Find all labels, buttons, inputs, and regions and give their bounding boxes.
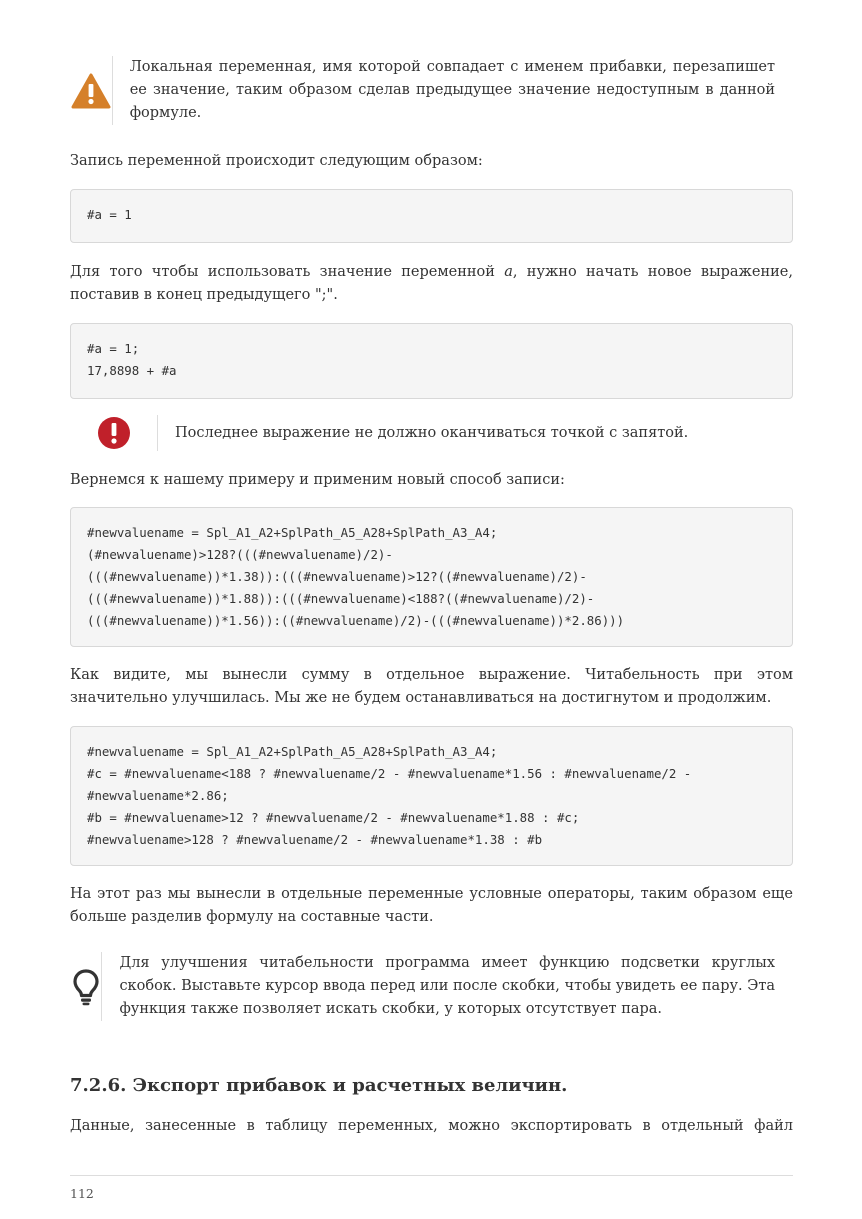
code-block-4: [70, 726, 793, 866]
caution-text: Последнее выражение не должно оканчиваться точкой с запятой.: [157, 415, 706, 451]
section-heading: 7.2.6. Экспорт прибавок и расчетных величин.: [70, 1075, 568, 1096]
paragraph-readability: Как видите, мы вынесли сумму в отдельное выражение. Читабельность при этом значительно улучшилась. Мы же не будем останавливаться на достигнутом и продолжим.: [70, 667, 793, 706]
warning-admonition: [70, 56, 793, 125]
tip-icon-cell: [70, 952, 101, 1021]
code-text-3: #newvaluename = Spl_A1_A2+SplPath_A5_A28+SplPath_A3_A4; (#newvaluename)>128?(((#newvaluename)/2)- (((#newvaluename))*1.38)):(((#newvaluename)>12?((#newvaluename)/2)- (((#newvaluename))*1.88)):(((#newvaluename)<188?((#newvaluename)/2)- (((#newvaluename))*1.56)):((#newvaluename)/2)-(((#newvaluename))*2.86))): [87, 525, 625, 628]
warning-icon-cell: [70, 56, 112, 125]
code-block-2: [70, 323, 793, 399]
exclamation-circle-icon: [97, 416, 131, 450]
paragraph-return-to-example: Вернемся к нашему примеру и применим новый способ записи:: [70, 472, 565, 488]
tip-text: Для улучшения читабельности программа имеет функцию подсветки круглых скобок. Выставьте курсор ввода перед или после скобки, чтобы увидеть ее пару. Эта функция также позволяет искать скобки, у которых отсутствует пара.: [101, 952, 793, 1021]
variable-name: a: [504, 264, 513, 280]
caution-icon-cell: [70, 415, 157, 451]
footer-divider: [70, 1175, 793, 1176]
lightbulb-icon: [72, 968, 100, 1006]
warning-triangle-icon: [71, 73, 111, 109]
caution-admonition: [70, 415, 793, 451]
page-number: 112: [70, 1186, 94, 1201]
paragraph-variable-syntax: Запись переменной происходит следующим образом:: [70, 153, 483, 169]
code-text-4: #newvaluename = Spl_A1_A2+SplPath_A5_A28+SplPath_A3_A4; #c = #newvaluename<188 ? #newvaluename/2 - #newvaluename*1.56 : #newvaluename/2 - #newvaluename*2.86; #b = #newvaluename>12 ? #newvaluename/2 - #newvaluename*1.88 : #c; #newvaluename>128 ? #newvaluename/2 - #newvaluename*1.38 : #b: [87, 744, 692, 847]
paragraph-variable-usage: [70, 261, 793, 307]
paragraph-conditional-operators: На этот раз мы вынесли в отдельные переменные условные операторы, таким образом еще больше разделив формулу на составные части.: [70, 886, 793, 925]
code-text-2: #a = 1; 17,8898 + #a: [87, 341, 177, 378]
paragraph-variable-usage-end: , нужно начать новое выражение, поставив в конец предыдущего ";".: [70, 264, 793, 303]
paragraph-variable-usage-start: Для того чтобы использовать значение переменной: [70, 264, 505, 280]
code-text-1: #a = 1: [87, 207, 132, 222]
tip-admonition: [70, 952, 793, 1021]
code-block-3: [70, 507, 793, 647]
code-block-1: [70, 189, 793, 243]
warning-text: Локальная переменная, имя которой совпадает с именем прибавки, перезапишет ее значение, таким образом сделав предыдущее значение недоступным в данной формуле.: [112, 56, 793, 125]
paragraph-export-data: Данные, занесенные в таблицу переменных, можно экспортировать в отдельный файл: [70, 1118, 793, 1134]
